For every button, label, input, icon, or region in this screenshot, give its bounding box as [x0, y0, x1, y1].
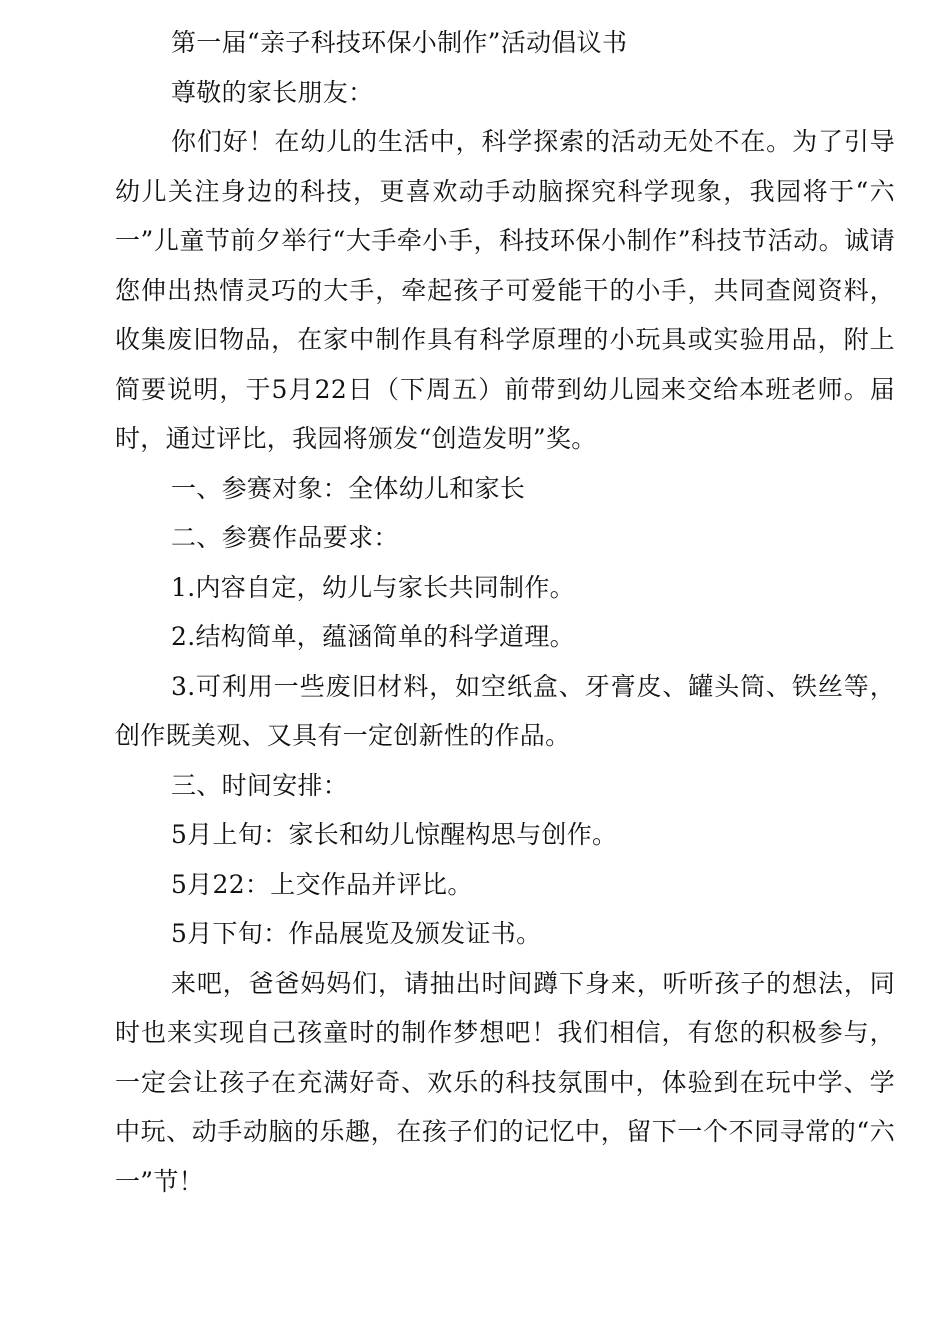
schedule-item: 5月22：上交作品并评比。 [171, 869, 473, 899]
closing-paragraph: 来吧，爸爸妈妈们，请抽出时间蹲下身来，听听孩子的想法，同时也来实现自己孩童时的制作梦想吧！我们相信，有您的积极参与，一定会让孩子在充满好奇、欢乐的科技氛围中，体验到在玩中学、学中玩、动手动脑的乐趣，在孩子们的记忆中，留下一个不同寻常的“六一”节！ [115, 968, 895, 1196]
section-participants: 一、参赛对象：全体幼儿和家长 [171, 473, 526, 503]
section-requirements-heading: 二、参赛作品要求： [171, 523, 399, 552]
requirement-item: 2.结构简单，蕴涵简单的科学道理。 [171, 622, 575, 651]
requirement-item: 1.内容自定，幼儿与家长共同制作。 [171, 572, 575, 602]
requirement-item: 3.可利用一些废旧材料，如空纸盒、牙膏皮、罐头筒、铁丝等，创作既美观、又具有一定创新性的作品。 [115, 671, 895, 750]
schedule-item: 5月下旬：作品展览及颁发证书。 [171, 919, 542, 948]
intro-paragraph: 你们好！在幼儿的生活中，科学探索的活动无处不在。为了引导幼儿关注身边的科技，更喜欢动手动脑探究科学现象，我园将于“六一”儿童节前夕举行“大手牵小手，科技环保小制作”科技节活动。诚请您伸出热情灵巧的大手，牵起孩子可爱能干的小手，共同查阅资料，收集废旧物品，在家中制作具有科学原理的小玩具或实验用品，附上简要说明，于5月22日（下周五）前带到幼儿园来交给本班老师。届时，通过评比，我园将颁发“创造发明”奖。 [115, 127, 895, 453]
section-schedule-heading: 三、时间安排： [171, 770, 349, 800]
salutation: 尊敬的家长朋友： [171, 77, 374, 107]
document-title: 第一届“亲子科技环保小制作”活动倡议书 [171, 28, 628, 57]
schedule-item: 5月上旬：家长和幼儿惊醒构思与创作。 [171, 820, 618, 849]
document-body [115, 18, 895, 1206]
